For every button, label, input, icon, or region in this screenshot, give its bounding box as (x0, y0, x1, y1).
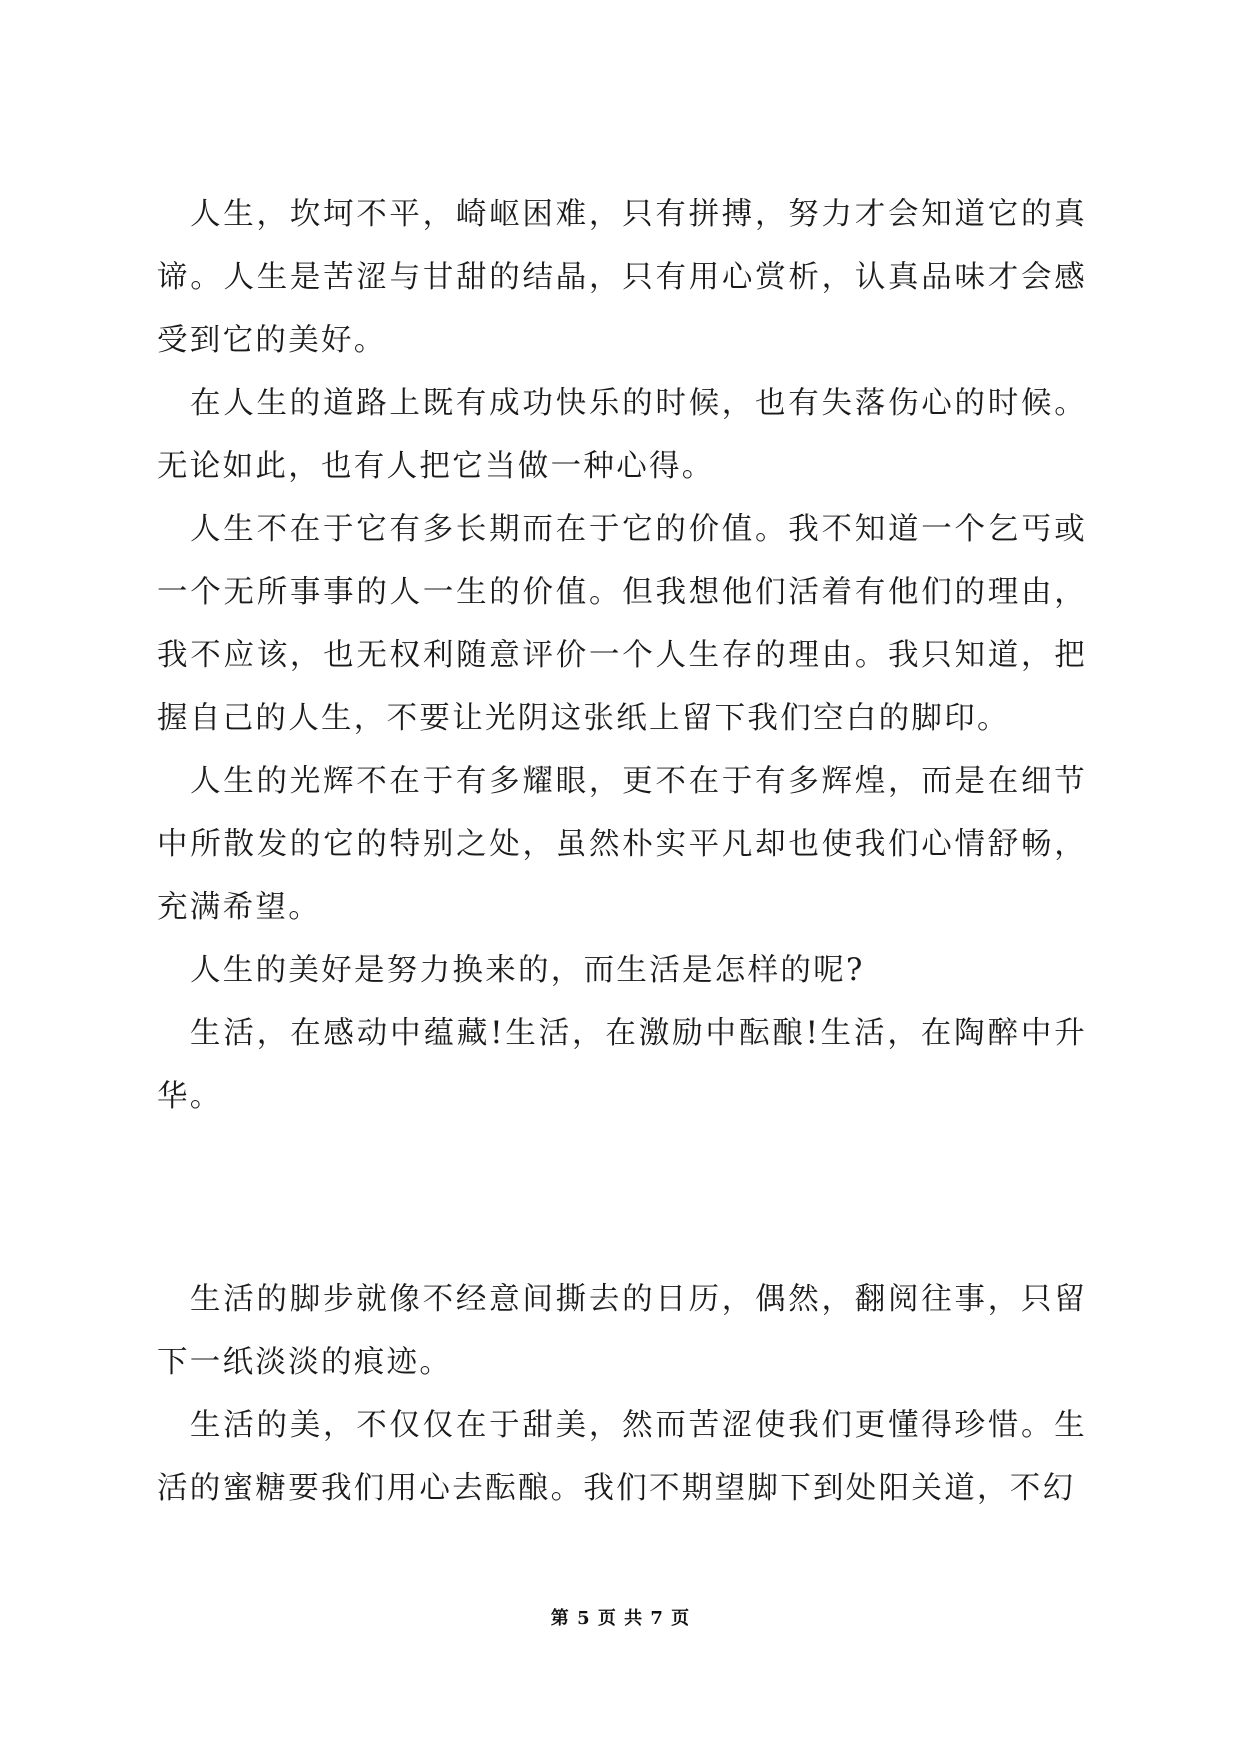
text-block-lower (157, 1268, 1087, 1520)
page-number-footer: 第 5 页 共 7 页 (550, 1608, 691, 1629)
paragraph: 人生，坎坷不平，崎岖困难，只有拼搏，努力才会知道它的真谛。人生是苦涩与甘甜的结晶，只有用心赏析，认真品味才会感受到它的美好。 (157, 197, 1087, 358)
paragraph: 生活的脚步就像不经意间撕去的日历，偶然，翻阅往事，只留下一纸淡淡的痕迹。 (157, 1282, 1087, 1380)
paragraph: 在人生的道路上既有成功快乐的时候，也有失落伤心的时候。无论如此，也有人把它当做一种心得。 (157, 386, 1087, 484)
paragraph: 生活，在感动中蕴藏!生活，在激励中酝酿!生活，在陶醉中升华。 (157, 1016, 1087, 1114)
paragraph: 生活的美，不仅仅在于甜美，然而苦涩使我们更懂得珍惜。生活的蜜糖要我们用心去酝酿。我们不期望脚下到处阳关道，不幻 (157, 1408, 1087, 1506)
paragraph: 人生的美好是努力换来的，而生活是怎样的呢? (190, 953, 865, 988)
paragraph: 人生的光辉不在于有多耀眼，更不在于有多辉煌，而是在细节中所散发的它的特别之处，虽然朴实平凡却也使我们心情舒畅，充满希望。 (157, 764, 1087, 925)
paragraph: 人生不在于它有多长期而在于它的价值。我不知道一个乞丐或一个无所事事的人一生的价值。但我想他们活着有他们的理由，我不应该，也无权利随意评价一个人生存的理由。我只知道，把握自己的人生，不要让光阴这张纸上留下我们空白的脚印。 (157, 512, 1087, 736)
text-block-upper (157, 183, 1087, 1128)
